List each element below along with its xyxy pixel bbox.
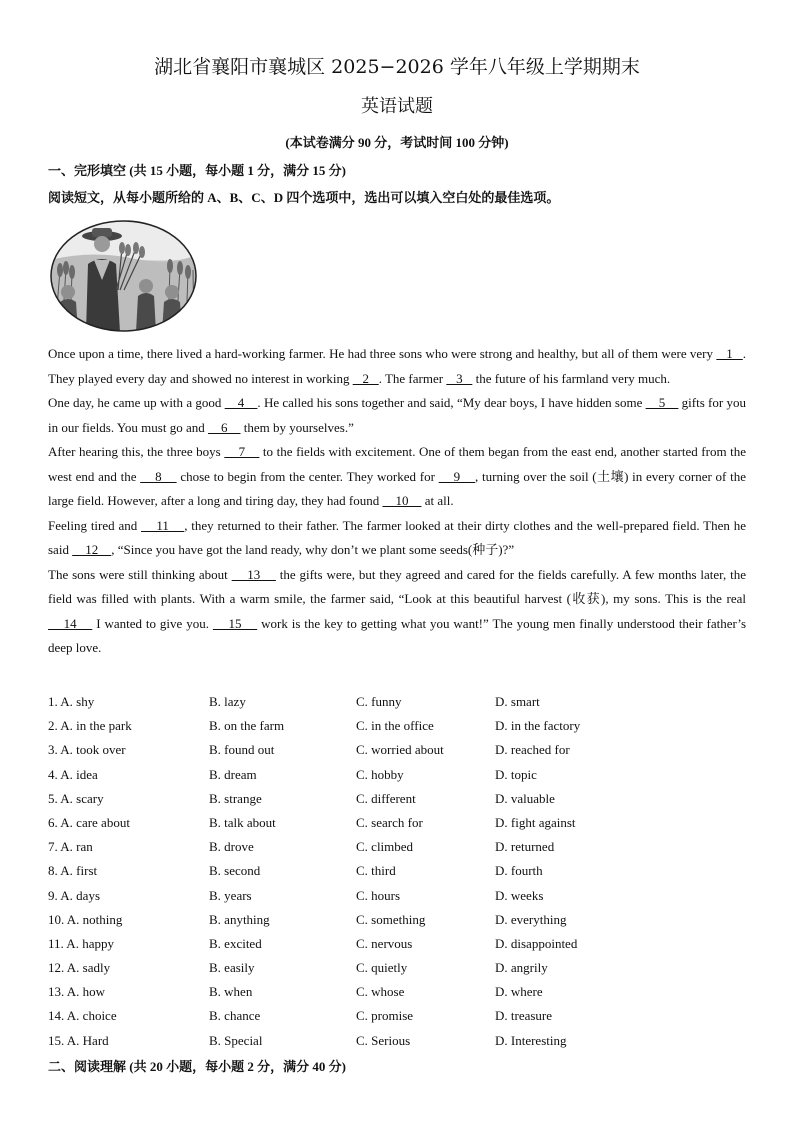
- passage-text: gifts for you in our fields. You must go and: [48, 395, 746, 435]
- question-options-row: [48, 835, 746, 859]
- passage-text: Feeling tired and: [48, 517, 142, 533]
- question-options-row: [48, 884, 746, 908]
- option-choice: D. topic: [495, 766, 537, 782]
- answer-blank: 4: [224, 395, 258, 410]
- option-choice: 10. A. nothing: [48, 911, 123, 927]
- question-options-row: [48, 690, 746, 714]
- option-choice: C. nervous: [356, 935, 413, 951]
- option-choice: D. fourth: [495, 863, 543, 879]
- option-choice: 1. A. shy: [48, 694, 95, 709]
- answer-blank: 10: [382, 493, 422, 508]
- option-choice: C. promise: [356, 1008, 414, 1024]
- question-options-row: [48, 1004, 746, 1028]
- option-choice: B. lazy: [209, 694, 246, 709]
- question-options-row: [48, 738, 746, 762]
- answer-blank: 7: [224, 444, 260, 459]
- answer-blank: 11: [141, 517, 185, 533]
- answer-blank: 14: [48, 615, 93, 631]
- option-choice: D. returned: [495, 839, 555, 855]
- option-choice: 15. A. Hard: [48, 1032, 109, 1048]
- passage-text: the future of his farmland very much.: [472, 370, 671, 386]
- question-options-row: [48, 811, 746, 835]
- option-choice: C. hours: [356, 887, 401, 903]
- passage-text: The sons were still thinking about: [48, 566, 232, 582]
- option-choice: C. funny: [356, 694, 402, 709]
- question-options-row: [48, 787, 746, 811]
- option-choice: B. strange: [209, 790, 262, 806]
- passage-text: Once upon a time, there lived a hard-working farmer. He had three sons who were strong and healthy, but all of them were very: [48, 346, 717, 361]
- exam-note: (本试卷满分 90 分，考试时间 100 分钟): [285, 135, 509, 150]
- option-choice: 8. A. first: [48, 863, 98, 879]
- question-options-row: [48, 956, 746, 980]
- answer-blank: 3: [446, 370, 473, 386]
- farmer-with-children-illustration: [50, 220, 197, 332]
- question-options-row: [48, 763, 746, 787]
- passage-text: work is the key to getting what you want!” The young men finally understood their father’s deep love.: [48, 615, 747, 655]
- answer-blank: 15: [212, 615, 258, 631]
- passage-text: I wanted to give you.: [92, 615, 213, 631]
- passage-paragraph: [48, 342, 746, 391]
- answer-blank: 12: [72, 542, 112, 557]
- cloze-options: [48, 690, 746, 1053]
- option-choice: B. easily: [209, 960, 255, 976]
- passage-text: One day, he came up with a good: [48, 395, 225, 410]
- option-choice: D. Interesting: [495, 1032, 567, 1048]
- option-choice: B. drove: [209, 839, 254, 855]
- option-choice: B. found out: [209, 742, 275, 758]
- option-choice: D. treasure: [495, 1008, 553, 1024]
- question-options-row: [48, 714, 746, 738]
- option-choice: D. where: [495, 984, 543, 1000]
- passage-paragraph: [48, 440, 746, 514]
- option-choice: 5. A. scary: [48, 790, 104, 806]
- passage-paragraph: [48, 563, 746, 661]
- option-choice: C. something: [356, 911, 426, 927]
- option-choice: B. on the farm: [209, 718, 285, 734]
- answer-blank: 13: [231, 566, 276, 582]
- passage-text: the gifts were, but they agreed and cared for the fields carefully. A few months later, the field was filled with plants. With a warm smile, the farmer said, “Look at this beautiful harvest (收获), my sons. This is the real: [48, 566, 747, 606]
- passage-paragraph: [48, 514, 746, 563]
- option-choice: 4. A. idea: [48, 766, 98, 782]
- option-choice: C. Serious: [356, 1032, 411, 1048]
- option-choice: 3. A. took over: [48, 742, 126, 758]
- section1-heading: 一、完形填空 (共 15 小题，每小题 1 分，满分 15 分): [48, 163, 346, 178]
- passage-text: at all.: [421, 493, 454, 508]
- option-choice: D. fight against: [495, 814, 576, 830]
- question-options-row: [48, 859, 746, 883]
- question-options-row: [48, 932, 746, 956]
- option-choice: C. third: [356, 863, 396, 879]
- option-choice: 14. A. choice: [48, 1008, 117, 1024]
- section1-instruction: 阅读短文，从每小题所给的 A、B、C、D 四个选项中，选出可以填入空白处的最佳选项。: [48, 190, 560, 205]
- option-choice: B. second: [209, 863, 261, 879]
- option-choice: D. in the factory: [495, 718, 581, 734]
- option-choice: B. Special: [209, 1032, 263, 1048]
- option-choice: C. climbed: [356, 839, 414, 855]
- answer-blank: 1: [716, 346, 743, 361]
- answer-blank: 2: [352, 370, 379, 386]
- option-choice: 7. A. ran: [48, 839, 93, 855]
- option-choice: B. excited: [209, 935, 262, 951]
- passage-text: , turning over the soil (土壤) in every corner of the large field. However, after a long and tiring day, they had found: [48, 468, 746, 508]
- option-choice: D. smart: [495, 694, 540, 709]
- passage-text: to the fields with excitement. One of them began from the east end, another started from the west end and the: [48, 444, 747, 484]
- answer-blank: 8: [140, 468, 177, 484]
- option-choice: B. when: [209, 984, 253, 1000]
- passage-text: . He called his sons together and said, “My dear boys, I have hidden some: [257, 395, 646, 410]
- option-choice: 11. A. happy: [48, 935, 114, 951]
- option-choice: B. dream: [209, 766, 257, 782]
- passage-text: . The farmer: [378, 370, 447, 386]
- cloze-passage: [48, 342, 746, 661]
- option-choice: B. talk about: [209, 814, 276, 830]
- passage-text: . They played every day and showed no interest in working: [48, 346, 747, 386]
- passage-text: , they returned to their father. The farmer looked at their dirty clothes and the well-prepared field. Then he said: [48, 517, 746, 557]
- subject-title: 英语试题: [361, 96, 433, 117]
- option-choice: 2. A. in the park: [48, 718, 132, 734]
- option-choice: 9. A. days: [48, 887, 100, 903]
- option-choice: C. hobby: [356, 766, 404, 782]
- question-options-row: [48, 1029, 746, 1053]
- option-choice: B. anything: [209, 911, 270, 927]
- passage-text: them by yourselves.”: [240, 419, 354, 435]
- option-choice: C. search for: [356, 814, 423, 830]
- option-choice: C. in the office: [356, 718, 434, 734]
- option-choice: 13. A. how: [48, 984, 106, 1000]
- option-choice: B. years: [209, 887, 252, 903]
- option-choice: D. angrily: [495, 960, 548, 976]
- option-choice: B. chance: [209, 1008, 261, 1024]
- exam-title: 湖北省襄阳市襄城区 2025−2026 学年八年级上学期期末: [154, 56, 640, 78]
- question-options-row: [48, 908, 746, 932]
- option-choice: C. quietly: [356, 960, 408, 976]
- answer-blank: 5: [645, 395, 679, 410]
- section2-heading: 二、阅读理解 (共 20 小题，每小题 2 分，满分 40 分): [48, 1059, 346, 1074]
- option-choice: 12. A. sadly: [48, 960, 111, 976]
- question-options-row: [48, 980, 746, 1004]
- answer-blank: 6: [207, 419, 241, 435]
- option-choice: D. weeks: [495, 887, 544, 903]
- option-choice: D. disappointed: [495, 935, 578, 951]
- passage-text: chose to begin from the center. They worked for: [176, 468, 439, 484]
- passage-paragraph: [48, 391, 746, 440]
- option-choice: C. different: [356, 790, 416, 806]
- option-choice: C. worried about: [356, 742, 444, 758]
- passage-text: , “Since you have got the land ready, why don’t we plant some seeds(种子)?”: [111, 542, 515, 557]
- option-choice: C. whose: [356, 984, 405, 1000]
- passage-text: After hearing this, the three boys: [48, 444, 225, 459]
- option-choice: D. everything: [495, 911, 567, 927]
- option-choice: 6. A. care about: [48, 814, 130, 830]
- option-choice: D. valuable: [495, 790, 555, 806]
- option-choice: D. reached for: [495, 742, 570, 758]
- answer-blank: 9: [438, 468, 476, 484]
